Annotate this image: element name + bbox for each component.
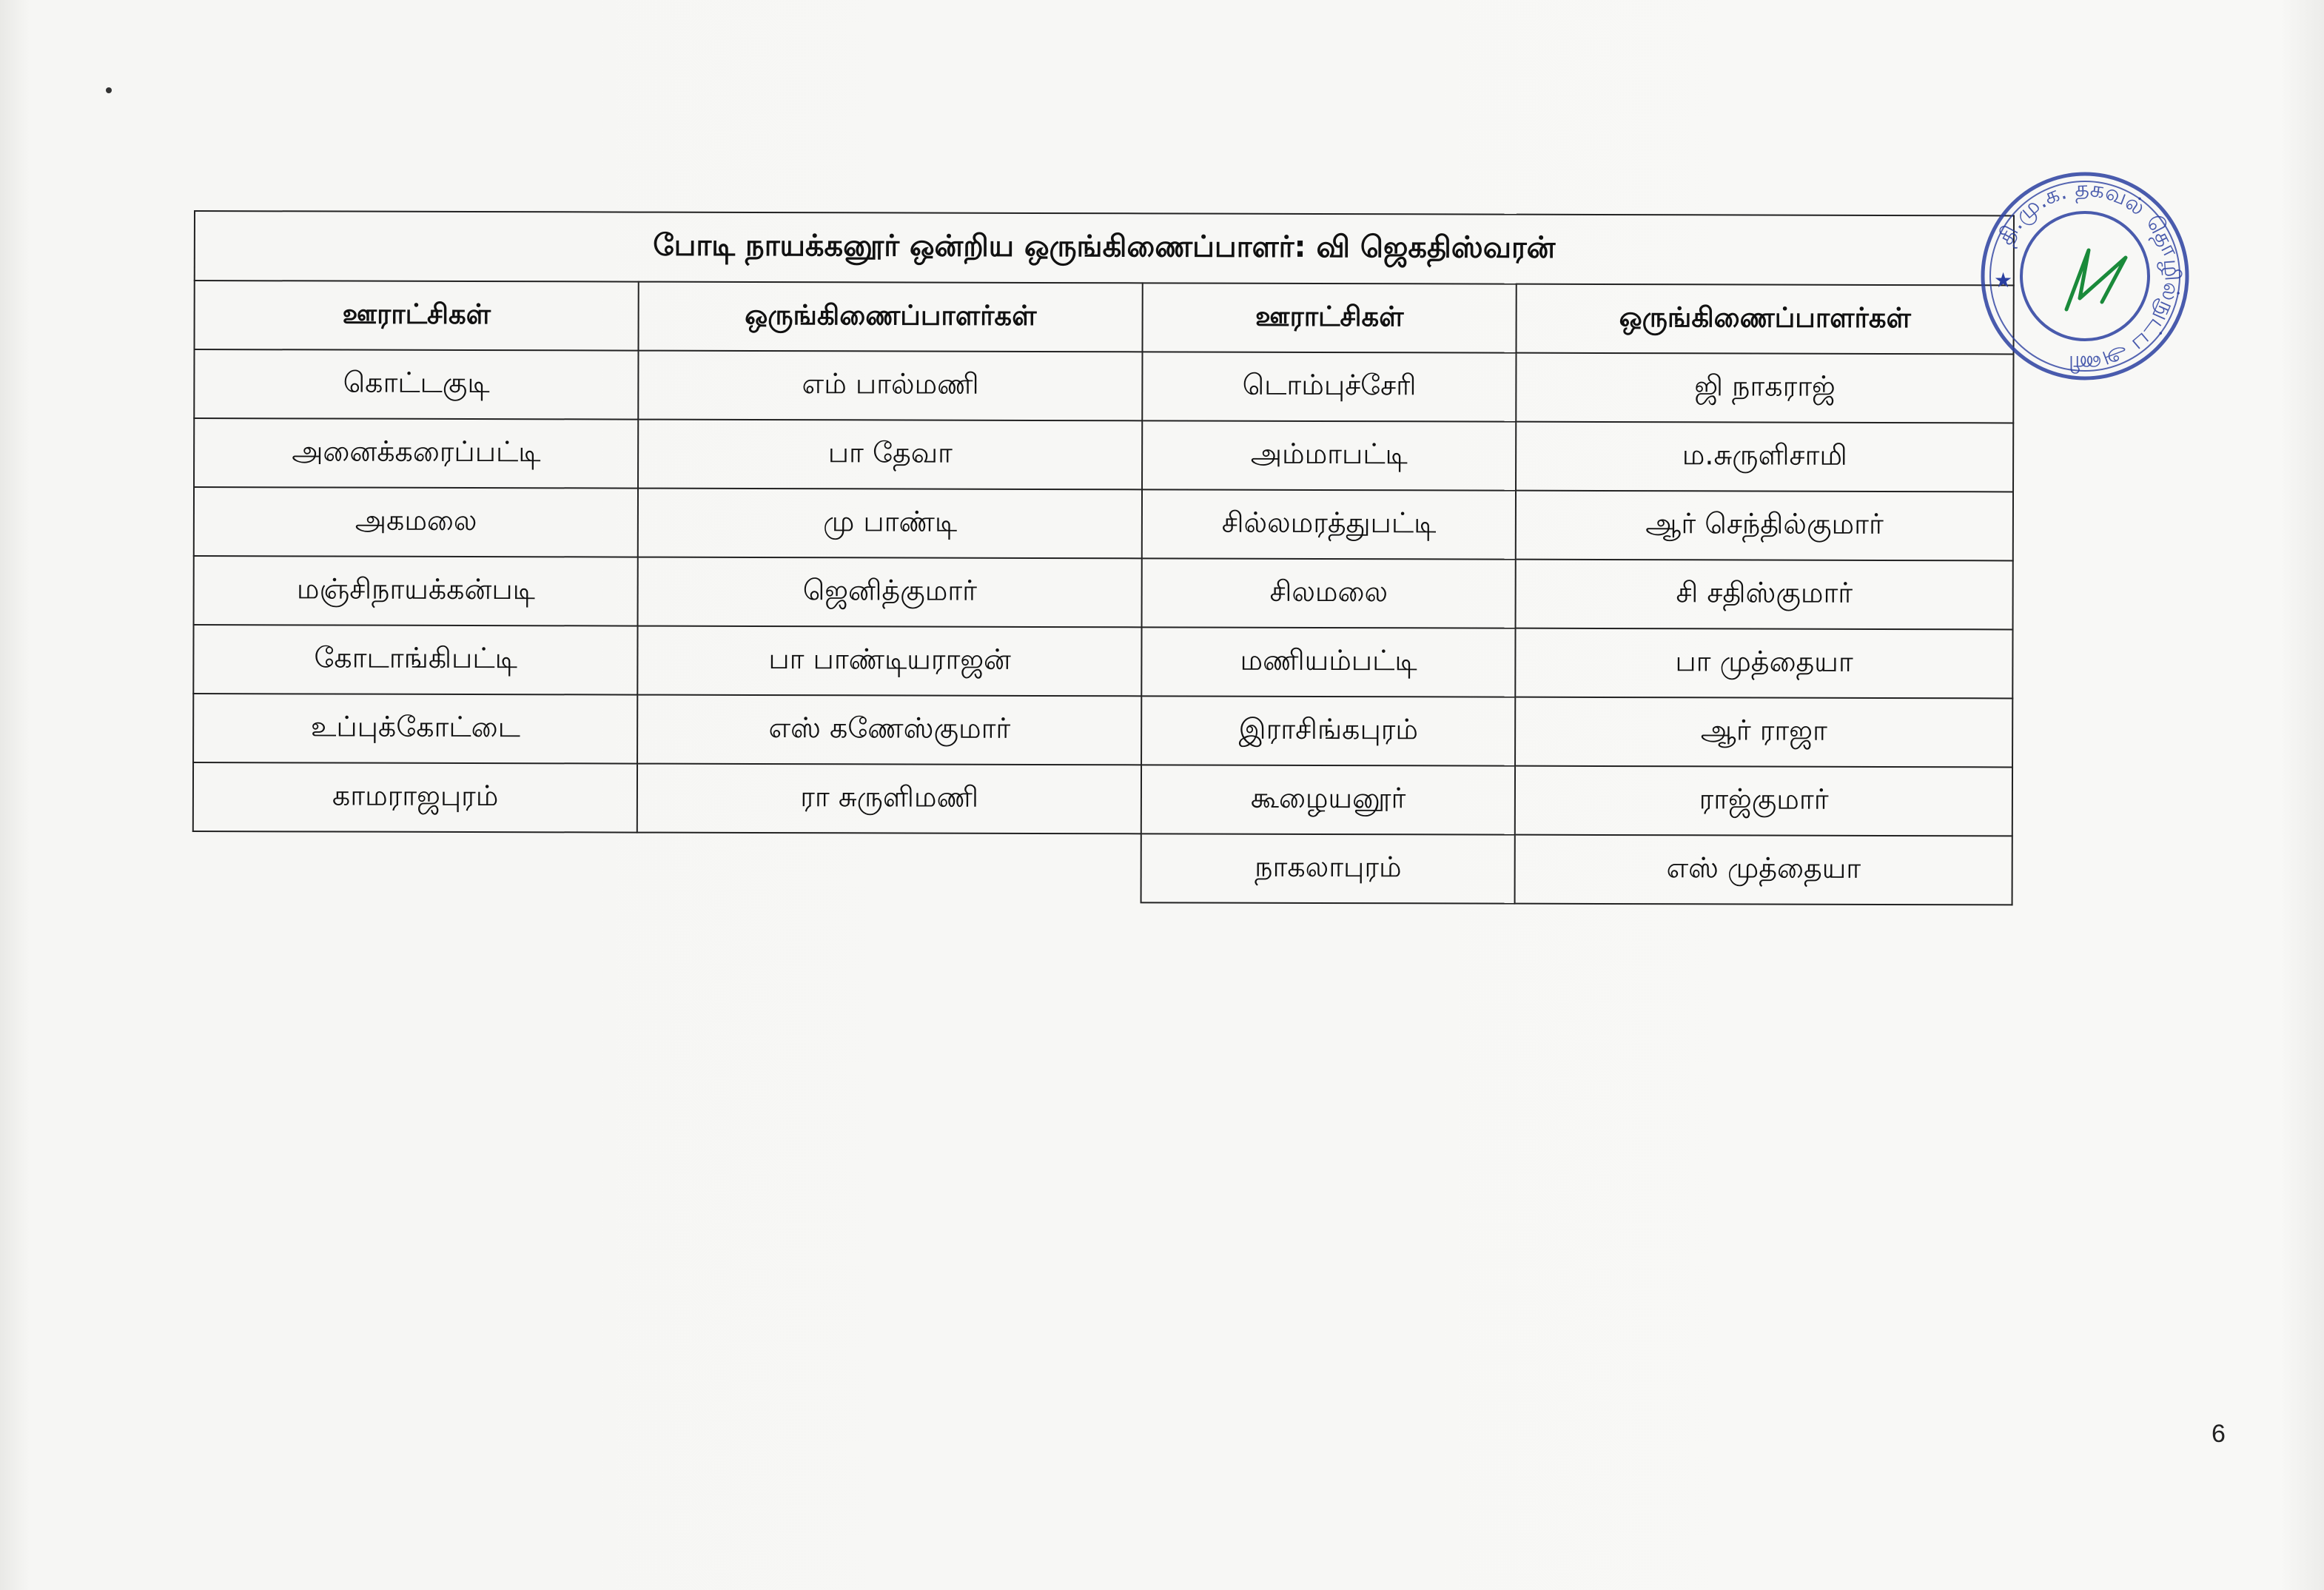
coordinator-cell: எம் பால்மணி — [639, 351, 1143, 421]
header-village-2: ஊராட்சிகள் — [1143, 283, 1517, 352]
village-cell: மஞ்சிநாயக்கன்படி — [194, 556, 639, 626]
village-cell: காமராஜபுரம் — [193, 762, 638, 833]
title-row — [195, 211, 2014, 285]
village-cell: நாகலாபுரம் — [1141, 833, 1516, 903]
table-row — [194, 349, 2013, 423]
table-row — [193, 762, 2012, 836]
coordinator-cell: ஆர் ராஜா — [1515, 697, 2012, 768]
village-cell: மணியம்பட்டி — [1141, 627, 1516, 697]
village-cell: அம்மாபட்டி — [1142, 420, 1517, 490]
header-coordinator-2: ஒருங்கிணைப்பாளர்கள் — [1517, 284, 2014, 355]
header-row — [195, 281, 2014, 354]
coordinator-cell: ஆர் செந்தில்குமார் — [1516, 491, 2013, 561]
village-cell: இராசிங்கபுரம் — [1141, 696, 1516, 765]
coordinator-table — [192, 210, 2015, 905]
coordinator-cell: ராஜ்குமார் — [1515, 766, 2012, 836]
village-cell: உப்புக்கோட்டை — [193, 694, 638, 764]
village-cell: கொட்டகுடி — [194, 349, 639, 420]
seal-star-icon: ★ — [1994, 268, 2013, 292]
coordinator-cell: பா பாண்டியராஜன் — [638, 626, 1142, 697]
coordinator-cell: ம.சுருளிசாமி — [1516, 422, 2013, 492]
table-row — [194, 556, 2013, 629]
table-row — [193, 625, 2012, 698]
coordinator-cell: ரா சுருளிமணி — [637, 764, 1141, 834]
coordinator-cell: பா முத்தையா — [1516, 628, 2013, 699]
header-coordinator-1: ஒருங்கிணைப்பாளர்கள் — [639, 282, 1143, 352]
village-cell: கோடாங்கிபட்டி — [193, 625, 638, 695]
coordinator-cell: ஜி நாகராஜ் — [1517, 353, 2014, 423]
village-cell: சில்லமரத்துபட்டி — [1142, 489, 1517, 559]
coordinator-cell: மு பாண்டி — [638, 489, 1142, 559]
village-cell: அகமலை — [194, 487, 639, 557]
village-cell: அனைக்கரைப்பட்டி — [194, 418, 639, 489]
signature-icon — [2066, 250, 2126, 309]
table-row — [194, 418, 2013, 492]
header-village-1: ஊராட்சிகள் — [195, 281, 639, 351]
table-row — [194, 487, 2013, 560]
coordinator-cell: சி சதிஸ்குமார் — [1516, 560, 2013, 630]
seal-text: தி.மு.க. தகவல் தொழில்நுட்ப அணி — [1992, 175, 2186, 377]
coordinator-cell: எஸ் முத்தையா — [1515, 835, 2012, 905]
coordinator-cell: எஸ் கணேஸ்குமார் — [638, 695, 1142, 765]
ink-speck — [106, 87, 112, 93]
page-number: 6 — [2212, 1420, 2226, 1448]
village-cell: டொம்புச்சேரி — [1142, 352, 1517, 421]
table-title: போடி நாயக்கனூர் ஒன்றிய ஒருங்கிணைப்பாளர்: வி ஜெகதிஸ்வரன் — [195, 211, 2014, 285]
empty-cell — [193, 831, 1141, 902]
table-row-extra — [193, 831, 2012, 905]
official-seal-stamp — [1978, 169, 2192, 383]
coordinator-cell: பா தேவா — [638, 420, 1142, 490]
coordinator-cell: ஜெனித்குமார் — [638, 557, 1142, 628]
village-cell: சிலமலை — [1142, 558, 1517, 628]
table-row — [193, 694, 2012, 767]
village-cell: கூழையனூர் — [1141, 765, 1516, 834]
